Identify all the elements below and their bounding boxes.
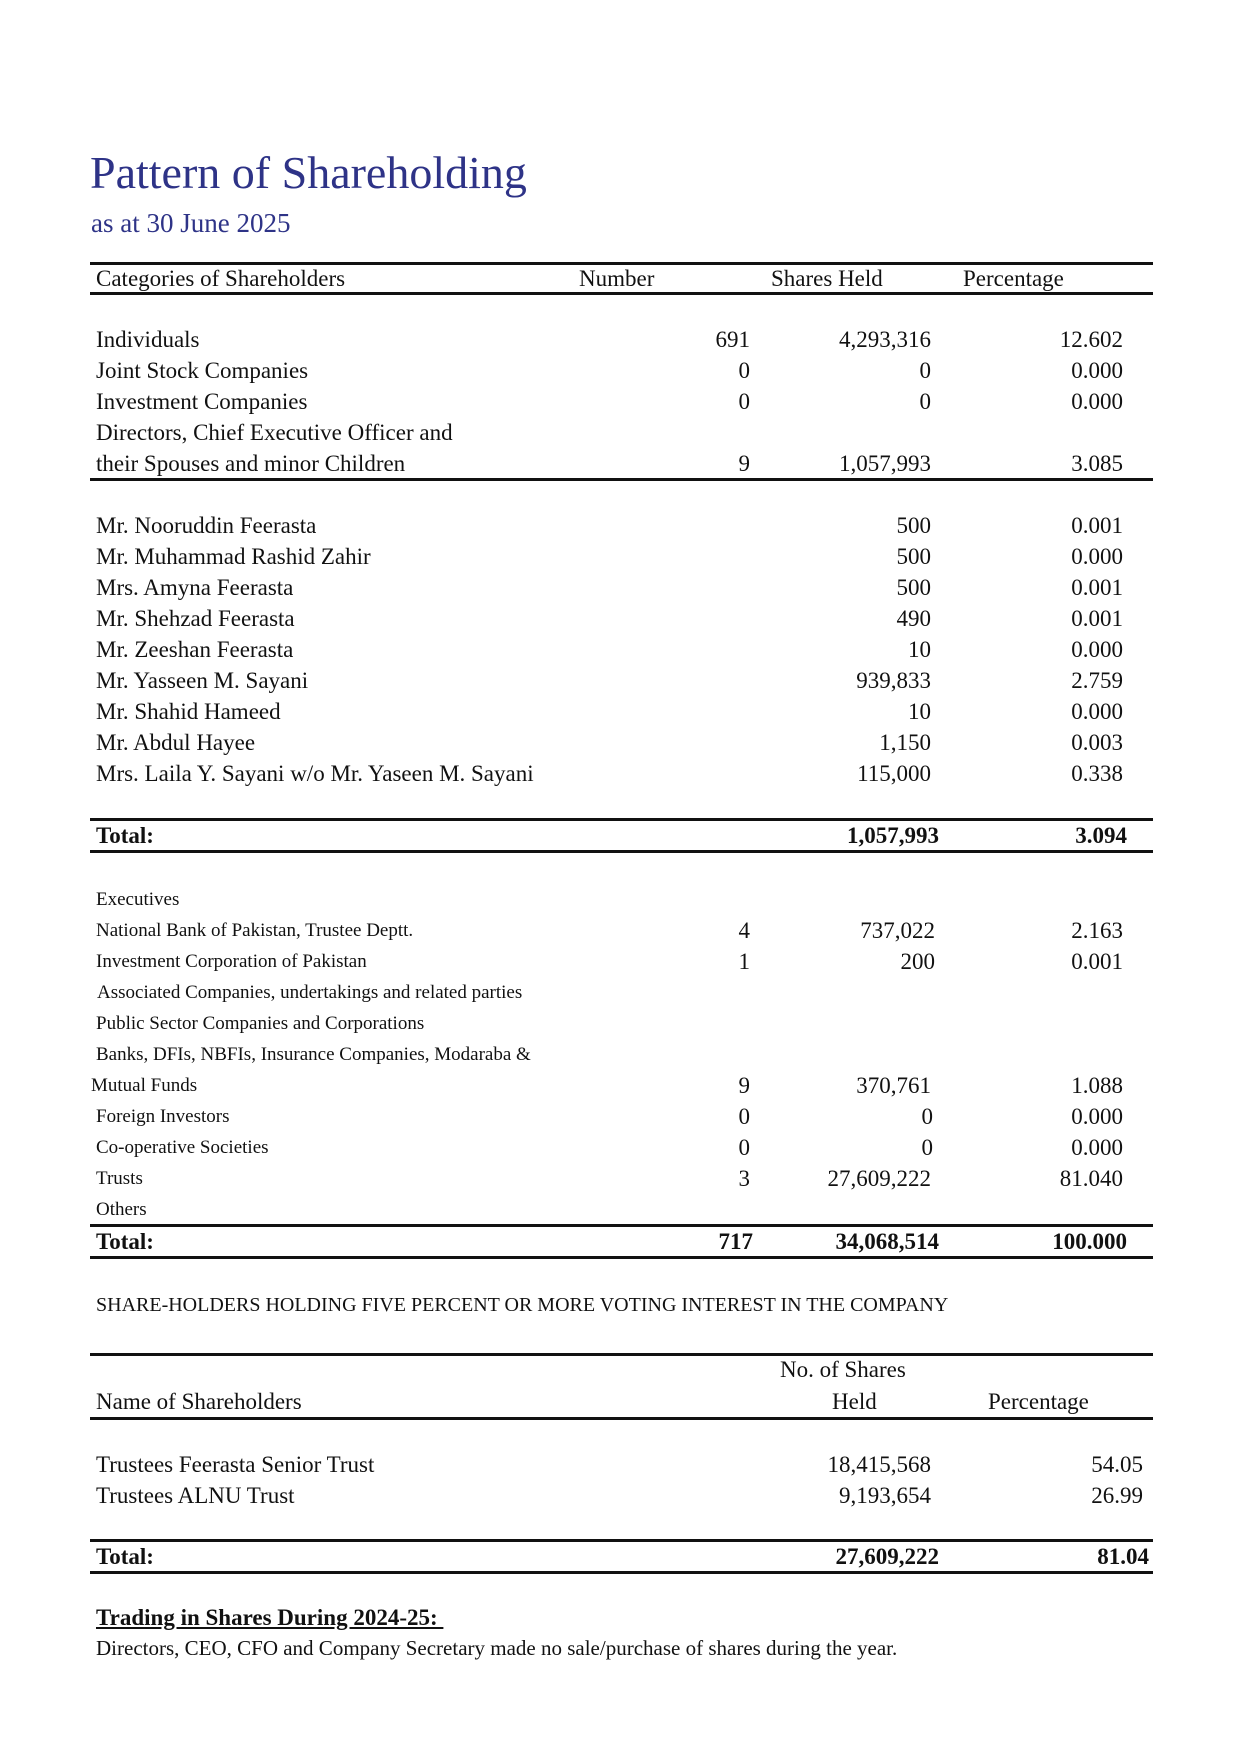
row-label: Others xyxy=(96,1199,147,1220)
row-shares: 0 xyxy=(921,1135,933,1160)
director-shares: 1,150 xyxy=(879,730,931,755)
director-shares: 490 xyxy=(896,606,931,631)
row-percentage: 2.163 xyxy=(1071,918,1123,943)
director-name: Mr. Shehzad Feerasta xyxy=(96,606,295,631)
trading-statement: Directors, CEO, CFO and Company Secretary made no sale/purchase of shares during the year. xyxy=(96,1636,898,1660)
total-bottom-rule xyxy=(90,850,1153,853)
row-percentage: 0.000 xyxy=(1071,1135,1123,1160)
row-percentage: 0.000 xyxy=(1071,389,1123,414)
director-name: Mr. Muhammad Rashid Zahir xyxy=(96,544,371,569)
table-row xyxy=(90,1071,1153,1101)
shareholder-name: Trustees ALNU Trust xyxy=(96,1483,295,1508)
total-number: 717 xyxy=(718,1229,753,1254)
total-shares: 34,068,514 xyxy=(835,1229,939,1254)
director-shares: 115,000 xyxy=(857,761,931,786)
col-header-percentage: Percentage xyxy=(988,1389,1089,1414)
row-label: Foreign Investors xyxy=(96,1106,230,1127)
row-shares: 737,022 xyxy=(860,918,935,943)
director-shares: 500 xyxy=(896,575,931,600)
row-label: Executives xyxy=(96,889,180,910)
director-percentage: 0.003 xyxy=(1071,730,1123,755)
row-percentage: 0.000 xyxy=(1071,1104,1123,1129)
total-percentage: 100.000 xyxy=(1052,1229,1127,1254)
row-label: Banks, DFIs, NBFIs, Insurance Companies, Modaraba & xyxy=(96,1044,531,1065)
five-percent-total-row xyxy=(90,1542,1153,1572)
table-row xyxy=(90,1195,1153,1225)
row-percentage: 0.000 xyxy=(1071,358,1123,383)
director-percentage: 2.759 xyxy=(1071,668,1123,693)
row-shares: 200 xyxy=(900,949,935,974)
director-name: Mr. Shahid Hameed xyxy=(96,699,281,724)
director-name: Mr. Zeeshan Feerasta xyxy=(96,637,294,662)
row-shares: 1,057,993 xyxy=(839,451,931,476)
table-row xyxy=(90,1040,1153,1070)
total-percentage: 81.04 xyxy=(1097,1544,1149,1569)
directors-total-row xyxy=(90,821,1153,851)
table-row xyxy=(90,1164,1153,1194)
row-number: 0 xyxy=(738,358,750,383)
main-table-header xyxy=(90,264,1153,294)
grand-total-row xyxy=(90,1227,1153,1257)
table-row xyxy=(90,978,1153,1008)
page-subtitle: as at 30 June 2025 xyxy=(91,208,291,238)
table-row xyxy=(90,418,1153,448)
table-row xyxy=(90,885,1153,915)
total-label: Total: xyxy=(96,1229,154,1254)
director-shares: 939,833 xyxy=(856,668,931,693)
director-row xyxy=(90,604,1153,634)
row-number: 9 xyxy=(738,1073,750,1098)
five-percent-total-bottom-rule xyxy=(90,1571,1153,1574)
row-number: 9 xyxy=(738,451,750,476)
row-percentage: 12.602 xyxy=(1059,327,1123,352)
table-row xyxy=(90,1133,1153,1163)
director-percentage: 0.001 xyxy=(1071,575,1123,600)
row-label: Associated Companies, undertakings and related parties xyxy=(97,982,523,1003)
director-shares: 10 xyxy=(908,637,931,662)
row-number: 0 xyxy=(738,389,750,414)
row-label: their Spouses and minor Children xyxy=(96,451,406,476)
row-label: Co-operative Societies xyxy=(96,1137,269,1158)
five-percent-row xyxy=(90,1481,1153,1511)
director-row xyxy=(90,511,1153,541)
shareholder-name: Trustees Feerasta Senior Trust xyxy=(96,1452,375,1477)
five-percent-caption: SHARE-HOLDERS HOLDING FIVE PERCENT OR MORE VOTING INTEREST IN THE COMPANY xyxy=(96,1294,949,1316)
row-label: Individuals xyxy=(96,327,200,352)
row-shares: 0 xyxy=(919,389,931,414)
col-header-number: Number xyxy=(579,266,655,291)
row-shares: 27,609,222 xyxy=(827,1166,931,1191)
page-title: Pattern of Shareholding xyxy=(90,147,527,198)
row-number: 1 xyxy=(738,949,750,974)
header-bottom-rule xyxy=(90,292,1153,295)
table-row xyxy=(90,1102,1153,1132)
director-row xyxy=(90,728,1153,758)
table-row xyxy=(90,387,1153,417)
row-shares: 0 xyxy=(919,358,931,383)
table-row xyxy=(90,916,1153,946)
col-header-shares-line2: Held xyxy=(832,1389,877,1414)
table-row xyxy=(90,449,1153,479)
director-row xyxy=(90,697,1153,727)
table-row xyxy=(90,1009,1153,1039)
shareholder-percentage: 26.99 xyxy=(1091,1483,1143,1508)
grand-total-bottom-rule xyxy=(90,1256,1153,1259)
director-row xyxy=(90,759,1153,789)
director-name: Mr. Yasseen M. Sayani xyxy=(96,668,309,693)
shareholder-shares: 9,193,654 xyxy=(839,1483,931,1508)
shareholder-percentage: 54.05 xyxy=(1091,1452,1143,1477)
row-percentage: 3.085 xyxy=(1071,451,1123,476)
row-percentage: 81.040 xyxy=(1059,1166,1123,1191)
row-label: Trusts xyxy=(96,1168,143,1189)
five-percent-header-top-rule xyxy=(90,1353,1153,1356)
col-header-shares-line1: No. of Shares xyxy=(780,1357,906,1382)
row-label: National Bank of Pakistan, Trustee Deptt. xyxy=(96,920,414,941)
row-number: 3 xyxy=(738,1166,750,1191)
table-row xyxy=(90,325,1153,355)
row-percentage: 1.088 xyxy=(1071,1073,1123,1098)
row-number: 4 xyxy=(738,918,750,943)
director-row xyxy=(90,542,1153,572)
row-shares: 0 xyxy=(921,1104,933,1129)
director-row xyxy=(90,635,1153,665)
director-shares: 10 xyxy=(908,699,931,724)
total-shares: 1,057,993 xyxy=(847,823,939,848)
row-number: 0 xyxy=(738,1135,750,1160)
five-percent-row xyxy=(90,1450,1153,1480)
row-number: 0 xyxy=(738,1104,750,1129)
row-label: Investment Corporation of Pakistan xyxy=(96,951,367,972)
director-percentage: 0.000 xyxy=(1071,699,1123,724)
director-name: Mrs. Amyna Feerasta xyxy=(96,575,294,600)
director-percentage: 0.000 xyxy=(1071,637,1123,662)
row-label: Mutual Funds xyxy=(91,1075,198,1096)
director-name: Mr. Nooruddin Feerasta xyxy=(96,513,317,538)
col-header-percentage: Percentage xyxy=(963,266,1064,291)
col-header-category: Categories of Shareholders xyxy=(96,266,346,291)
table-row xyxy=(90,947,1153,977)
row-percentage: 0.001 xyxy=(1071,949,1123,974)
director-name: Mr. Abdul Hayee xyxy=(96,730,256,755)
trading-heading: Trading in Shares During 2024-25: xyxy=(96,1605,444,1630)
row-shares: 370,761 xyxy=(856,1073,931,1098)
director-row xyxy=(90,573,1153,603)
director-shares: 500 xyxy=(896,544,931,569)
row-label: Joint Stock Companies xyxy=(96,358,309,383)
total-label: Total: xyxy=(96,823,154,848)
total-percentage: 3.094 xyxy=(1075,823,1127,848)
row-label: Public Sector Companies and Corporations xyxy=(96,1013,425,1034)
director-name: Mrs. Laila Y. Sayani w/o Mr. Yaseen M. Sayani xyxy=(96,761,534,786)
table-row xyxy=(90,356,1153,386)
row-shares: 4,293,316 xyxy=(839,327,931,352)
shareholder-shares: 18,415,568 xyxy=(827,1452,931,1477)
row-number: 691 xyxy=(715,327,750,352)
total-shares: 27,609,222 xyxy=(835,1544,939,1569)
director-row xyxy=(90,666,1153,696)
col-header-shares: Shares Held xyxy=(771,266,883,291)
total-label: Total: xyxy=(96,1544,154,1569)
director-percentage: 0.338 xyxy=(1071,761,1123,786)
col-header-name: Name of Shareholders xyxy=(96,1389,302,1414)
director-shares: 500 xyxy=(896,513,931,538)
director-percentage: 0.001 xyxy=(1071,513,1123,538)
director-percentage: 0.000 xyxy=(1071,544,1123,569)
row-label: Investment Companies xyxy=(96,389,308,414)
five-percent-header-bottom-rule xyxy=(90,1417,1153,1420)
section-rule xyxy=(90,478,1153,481)
director-percentage: 0.001 xyxy=(1071,606,1123,631)
row-label: Directors, Chief Executive Officer and xyxy=(96,420,453,445)
